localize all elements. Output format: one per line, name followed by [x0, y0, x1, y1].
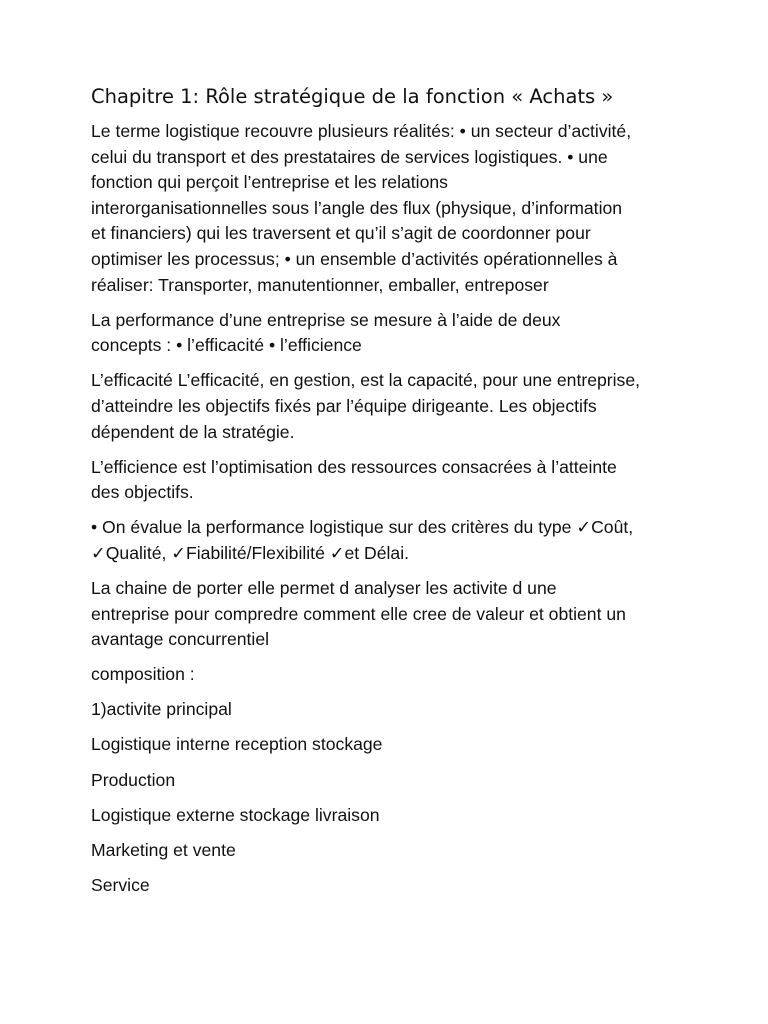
text-line: interorganisationnelles sous l’angle des flux (physique, d’information [91, 197, 623, 218]
text-line: d’atteindre les objectifs fixés par l’équipe dirigeante. Les objectifs [91, 395, 597, 416]
text-line: réaliser: Transporter, manutentionner, emballer, entreposer [91, 274, 549, 295]
text-line: concepts : • l’efficacité • l’efficience [91, 335, 362, 356]
paragraph-efficience [91, 455, 691, 506]
text-line: L’efficience est l’optimisation des ressources consacrées à l’atteinte [91, 456, 617, 477]
text-line: celui du transport et des prestataires de services logistiques. • une [91, 146, 608, 167]
paragraph-activite-principal [91, 697, 691, 723]
text-line: La chaine de porter elle permet d analyser les activite d une [91, 578, 557, 598]
paragraph-service [91, 873, 691, 899]
text-line: fonction qui perçoit l’entreprise et les relations [91, 172, 448, 193]
document-page [91, 84, 691, 908]
text-line: Logistique interne reception stockage [91, 734, 383, 755]
text-line: composition : [91, 664, 195, 685]
text-line: Logistique externe stockage livraison [91, 804, 380, 825]
text-line: La performance d’une entreprise se mesure à l’aide de deux [91, 309, 561, 330]
text-line: dépendent de la stratégie. [91, 421, 295, 442]
paragraph-criteres [91, 515, 691, 566]
paragraph-logistique-interne [91, 732, 691, 758]
paragraph-composition [91, 662, 691, 688]
paragraph-chaine-porter [91, 576, 691, 653]
text-line: et financiers) qui les traversent et qu’il s’agit de coordonner pour [91, 223, 591, 244]
text-line: entreprise pour compredre comment elle cree de valeur et obtient un [91, 603, 626, 624]
paragraph-logistique-definition [91, 119, 691, 298]
text-line: L’efficacité L’efficacité, en gestion, est la capacité, pour une entreprise, [91, 370, 641, 391]
text-line: des objectifs. [91, 482, 194, 503]
text-line: Production [91, 769, 176, 790]
text-line: Le terme logistique recouvre plusieurs réalités: • un secteur d’activité, [91, 121, 632, 141]
paragraph-marketing-vente [91, 838, 691, 864]
paragraph-production [91, 768, 691, 794]
text-line: optimiser les processus; • un ensemble d’activités opérationnelles à [91, 248, 618, 269]
paragraph-efficacite [91, 368, 691, 445]
paragraph-logistique-externe [91, 803, 691, 829]
text-line: ✓Qualité, ✓Fiabilité/Flexibilité ✓et Délai. [91, 542, 410, 563]
text-line: Marketing et vente [91, 839, 236, 860]
text-line: Service [91, 874, 150, 895]
text-line: avantage concurrentiel [91, 629, 270, 650]
text-line: 1)activite principal [91, 699, 232, 720]
paragraph-performance [91, 308, 691, 359]
text-line: • On évalue la performance logistique sur des critères du type ✓Coût, [91, 517, 634, 538]
page-title: Chapitre 1: Rôle stratégique de la fonction « Achats » [91, 85, 614, 108]
